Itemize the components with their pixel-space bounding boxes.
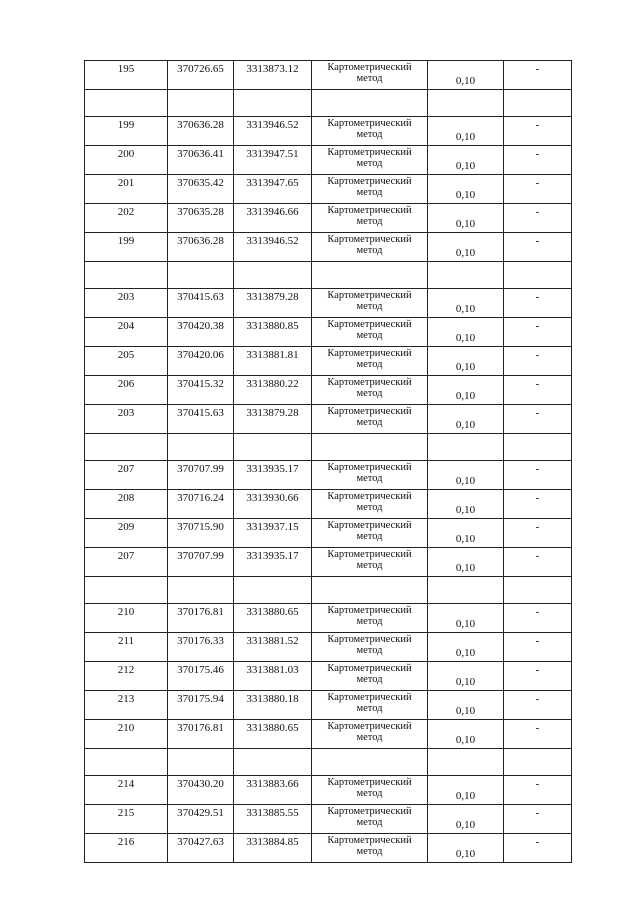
- method-line-2: метод: [356, 73, 383, 84]
- dash-cell: -: [504, 776, 572, 805]
- dash-cell: -: [504, 691, 572, 720]
- method-cell: [312, 604, 428, 633]
- method-line-1: Картометрический: [327, 147, 412, 158]
- method-cell: [312, 519, 428, 548]
- empty-cell: [85, 577, 168, 604]
- method-line-2: метод: [356, 158, 383, 169]
- dash-cell: -: [504, 175, 572, 204]
- method-line-2: метод: [356, 473, 383, 484]
- point-number: 204: [85, 318, 168, 347]
- method-line-2: метод: [356, 531, 383, 542]
- point-number: 200: [85, 146, 168, 175]
- method-line-2: метод: [356, 330, 383, 341]
- dash-cell: -: [504, 204, 572, 233]
- method-line-2: метод: [356, 846, 383, 857]
- y-coordinate: 3313935.17: [234, 548, 312, 577]
- dash-cell: -: [504, 347, 572, 376]
- method-line-1: Картометрический: [327, 319, 412, 330]
- empty-cell: [85, 262, 168, 289]
- table-row: [85, 146, 572, 175]
- x-coordinate: 370176.33: [168, 633, 234, 662]
- point-number: 203: [85, 405, 168, 434]
- method-cell: [312, 318, 428, 347]
- point-number: 206: [85, 376, 168, 405]
- table-row: [85, 117, 572, 146]
- method-line-2: метод: [356, 417, 383, 428]
- method-cell: [312, 776, 428, 805]
- point-number: 203: [85, 289, 168, 318]
- accuracy-value: 0,10: [428, 461, 504, 490]
- x-coordinate: 370715.90: [168, 519, 234, 548]
- y-coordinate: 3313880.65: [234, 604, 312, 633]
- method-line-1: Картометрический: [327, 520, 412, 531]
- y-coordinate: 3313881.03: [234, 662, 312, 691]
- empty-cell: [312, 577, 428, 604]
- method-line-2: метод: [356, 732, 383, 743]
- point-number: 211: [85, 633, 168, 662]
- table-row: [85, 233, 572, 262]
- x-coordinate: 370635.28: [168, 204, 234, 233]
- point-number: 207: [85, 461, 168, 490]
- method-cell: [312, 633, 428, 662]
- dash-cell: -: [504, 662, 572, 691]
- method-line-1: Картометрический: [327, 234, 412, 245]
- method-line-1: Картометрический: [327, 721, 412, 732]
- x-coordinate: 370707.99: [168, 548, 234, 577]
- table-row: [85, 720, 572, 749]
- dash-cell: -: [504, 117, 572, 146]
- dash-cell: -: [504, 405, 572, 434]
- empty-cell: [234, 434, 312, 461]
- point-number: 199: [85, 233, 168, 262]
- method-cell: [312, 720, 428, 749]
- method-line-1: Картометрический: [327, 835, 412, 846]
- table-row: [85, 691, 572, 720]
- table-row: [85, 405, 572, 434]
- method-cell: [312, 805, 428, 834]
- y-coordinate: 3313885.55: [234, 805, 312, 834]
- dash-cell: -: [504, 289, 572, 318]
- method-line-2: метод: [356, 674, 383, 685]
- dash-cell: -: [504, 233, 572, 262]
- point-number: 214: [85, 776, 168, 805]
- accuracy-value: 0,10: [428, 376, 504, 405]
- accuracy-value: 0,10: [428, 117, 504, 146]
- y-coordinate: 3313946.52: [234, 117, 312, 146]
- dash-cell: -: [504, 834, 572, 863]
- method-line-1: Картометрический: [327, 406, 412, 417]
- accuracy-value: 0,10: [428, 61, 504, 90]
- empty-cell: [234, 90, 312, 117]
- empty-cell: [234, 577, 312, 604]
- empty-cell: [168, 749, 234, 776]
- empty-cell: [428, 90, 504, 117]
- accuracy-value: 0,10: [428, 318, 504, 347]
- method-line-1: Картометрический: [327, 605, 412, 616]
- method-line-1: Картометрический: [327, 290, 412, 301]
- accuracy-value: 0,10: [428, 691, 504, 720]
- method-line-1: Картометрический: [327, 491, 412, 502]
- y-coordinate: 3313947.65: [234, 175, 312, 204]
- method-line-1: Картометрический: [327, 62, 412, 73]
- dash-cell: -: [504, 633, 572, 662]
- method-line-2: метод: [356, 645, 383, 656]
- accuracy-value: 0,10: [428, 289, 504, 318]
- method-line-2: метод: [356, 703, 383, 714]
- table-row: [85, 318, 572, 347]
- accuracy-value: 0,10: [428, 633, 504, 662]
- coordinates-table-body: [85, 61, 572, 863]
- method-line-1: Картометрический: [327, 777, 412, 788]
- x-coordinate: 370716.24: [168, 490, 234, 519]
- empty-cell: [504, 262, 572, 289]
- empty-cell: [234, 749, 312, 776]
- table-row: [85, 490, 572, 519]
- point-number: 195: [85, 61, 168, 90]
- x-coordinate: 370707.99: [168, 461, 234, 490]
- table-row: [85, 604, 572, 633]
- table-row: [85, 519, 572, 548]
- method-line-2: метод: [356, 129, 383, 140]
- empty-cell: [85, 434, 168, 461]
- empty-cell: [168, 434, 234, 461]
- method-cell: [312, 347, 428, 376]
- y-coordinate: 3313879.28: [234, 405, 312, 434]
- empty-cell: [504, 577, 572, 604]
- table-row: [85, 204, 572, 233]
- method-line-2: метод: [356, 817, 383, 828]
- method-cell: [312, 490, 428, 519]
- y-coordinate: 3313946.52: [234, 233, 312, 262]
- dash-cell: -: [504, 519, 572, 548]
- method-line-2: метод: [356, 301, 383, 312]
- point-number: 201: [85, 175, 168, 204]
- point-number: 213: [85, 691, 168, 720]
- point-number: 212: [85, 662, 168, 691]
- method-line-1: Картометрический: [327, 663, 412, 674]
- x-coordinate: 370429.51: [168, 805, 234, 834]
- dash-cell: -: [504, 490, 572, 519]
- y-coordinate: 3313881.52: [234, 633, 312, 662]
- accuracy-value: 0,10: [428, 146, 504, 175]
- method-line-2: метод: [356, 788, 383, 799]
- method-cell: [312, 233, 428, 262]
- method-cell: [312, 146, 428, 175]
- empty-cell: [428, 749, 504, 776]
- table-row: [85, 548, 572, 577]
- empty-cell: [168, 577, 234, 604]
- empty-cell: [504, 434, 572, 461]
- point-number: 210: [85, 604, 168, 633]
- accuracy-value: 0,10: [428, 834, 504, 863]
- table-row: [85, 662, 572, 691]
- method-cell: [312, 376, 428, 405]
- accuracy-value: 0,10: [428, 720, 504, 749]
- dash-cell: -: [504, 461, 572, 490]
- separator-row: [85, 262, 572, 289]
- y-coordinate: 3313930.66: [234, 490, 312, 519]
- accuracy-value: 0,10: [428, 519, 504, 548]
- separator-row: [85, 577, 572, 604]
- point-number: 210: [85, 720, 168, 749]
- method-line-1: Картометрический: [327, 634, 412, 645]
- dash-cell: -: [504, 720, 572, 749]
- y-coordinate: 3313879.28: [234, 289, 312, 318]
- y-coordinate: 3313946.66: [234, 204, 312, 233]
- y-coordinate: 3313880.65: [234, 720, 312, 749]
- method-cell: [312, 834, 428, 863]
- method-cell: [312, 117, 428, 146]
- method-line-2: метод: [356, 216, 383, 227]
- accuracy-value: 0,10: [428, 233, 504, 262]
- table-row: [85, 461, 572, 490]
- empty-cell: [85, 749, 168, 776]
- method-line-1: Картометрический: [327, 692, 412, 703]
- method-line-2: метод: [356, 616, 383, 627]
- x-coordinate: 370427.63: [168, 834, 234, 863]
- method-line-2: метод: [356, 560, 383, 571]
- accuracy-value: 0,10: [428, 548, 504, 577]
- method-cell: [312, 662, 428, 691]
- method-cell: [312, 61, 428, 90]
- method-line-1: Картометрический: [327, 462, 412, 473]
- accuracy-value: 0,10: [428, 776, 504, 805]
- accuracy-value: 0,10: [428, 405, 504, 434]
- accuracy-value: 0,10: [428, 662, 504, 691]
- accuracy-value: 0,10: [428, 604, 504, 633]
- method-cell: [312, 175, 428, 204]
- table-row: [85, 376, 572, 405]
- table-row: [85, 175, 572, 204]
- separator-row: [85, 434, 572, 461]
- accuracy-value: 0,10: [428, 805, 504, 834]
- point-number: 205: [85, 347, 168, 376]
- method-line-2: метод: [356, 187, 383, 198]
- empty-cell: [234, 262, 312, 289]
- point-number: 202: [85, 204, 168, 233]
- y-coordinate: 3313947.51: [234, 146, 312, 175]
- y-coordinate: 3313873.12: [234, 61, 312, 90]
- empty-cell: [428, 262, 504, 289]
- empty-cell: [85, 90, 168, 117]
- empty-cell: [168, 90, 234, 117]
- y-coordinate: 3313880.18: [234, 691, 312, 720]
- method-line-1: Картометрический: [327, 806, 412, 817]
- empty-cell: [428, 577, 504, 604]
- dash-cell: -: [504, 61, 572, 90]
- point-number: 215: [85, 805, 168, 834]
- y-coordinate: 3313935.17: [234, 461, 312, 490]
- table-row: [85, 347, 572, 376]
- table-row: [85, 289, 572, 318]
- y-coordinate: 3313880.85: [234, 318, 312, 347]
- method-cell: [312, 691, 428, 720]
- accuracy-value: 0,10: [428, 175, 504, 204]
- x-coordinate: 370726.65: [168, 61, 234, 90]
- method-line-1: Картометрический: [327, 377, 412, 388]
- empty-cell: [168, 262, 234, 289]
- x-coordinate: 370176.81: [168, 720, 234, 749]
- dash-cell: -: [504, 548, 572, 577]
- y-coordinate: 3313880.22: [234, 376, 312, 405]
- separator-row: [85, 90, 572, 117]
- separator-row: [85, 749, 572, 776]
- x-coordinate: 370636.41: [168, 146, 234, 175]
- table-row: [85, 61, 572, 90]
- x-coordinate: 370175.94: [168, 691, 234, 720]
- point-number: 207: [85, 548, 168, 577]
- y-coordinate: 3313884.85: [234, 834, 312, 863]
- dash-cell: -: [504, 318, 572, 347]
- coordinates-table: [84, 60, 572, 863]
- method-cell: [312, 405, 428, 434]
- method-line-2: метод: [356, 502, 383, 513]
- x-coordinate: 370415.63: [168, 289, 234, 318]
- table-row: [85, 776, 572, 805]
- empty-cell: [312, 434, 428, 461]
- empty-cell: [312, 749, 428, 776]
- accuracy-value: 0,10: [428, 347, 504, 376]
- method-cell: [312, 548, 428, 577]
- method-line-1: Картометрический: [327, 176, 412, 187]
- point-number: 209: [85, 519, 168, 548]
- x-coordinate: 370430.20: [168, 776, 234, 805]
- method-line-2: метод: [356, 359, 383, 370]
- x-coordinate: 370420.38: [168, 318, 234, 347]
- dash-cell: -: [504, 376, 572, 405]
- x-coordinate: 370636.28: [168, 117, 234, 146]
- dash-cell: -: [504, 805, 572, 834]
- empty-cell: [428, 434, 504, 461]
- point-number: 216: [85, 834, 168, 863]
- x-coordinate: 370176.81: [168, 604, 234, 633]
- x-coordinate: 370636.28: [168, 233, 234, 262]
- x-coordinate: 370420.06: [168, 347, 234, 376]
- method-line-1: Картометрический: [327, 549, 412, 560]
- x-coordinate: 370635.42: [168, 175, 234, 204]
- empty-cell: [312, 262, 428, 289]
- table-row: [85, 633, 572, 662]
- table-row: [85, 834, 572, 863]
- empty-cell: [504, 749, 572, 776]
- dash-cell: -: [504, 146, 572, 175]
- method-cell: [312, 204, 428, 233]
- method-line-2: метод: [356, 388, 383, 399]
- dash-cell: -: [504, 604, 572, 633]
- method-line-2: метод: [356, 245, 383, 256]
- accuracy-value: 0,10: [428, 204, 504, 233]
- y-coordinate: 3313883.66: [234, 776, 312, 805]
- empty-cell: [312, 90, 428, 117]
- point-number: 208: [85, 490, 168, 519]
- empty-cell: [504, 90, 572, 117]
- y-coordinate: 3313937.15: [234, 519, 312, 548]
- y-coordinate: 3313881.81: [234, 347, 312, 376]
- table-row: [85, 805, 572, 834]
- x-coordinate: 370415.32: [168, 376, 234, 405]
- method-line-1: Картометрический: [327, 205, 412, 216]
- method-cell: [312, 461, 428, 490]
- x-coordinate: 370175.46: [168, 662, 234, 691]
- method-line-1: Картометрический: [327, 348, 412, 359]
- method-line-1: Картометрический: [327, 118, 412, 129]
- point-number: 199: [85, 117, 168, 146]
- x-coordinate: 370415.63: [168, 405, 234, 434]
- method-cell: [312, 289, 428, 318]
- accuracy-value: 0,10: [428, 490, 504, 519]
